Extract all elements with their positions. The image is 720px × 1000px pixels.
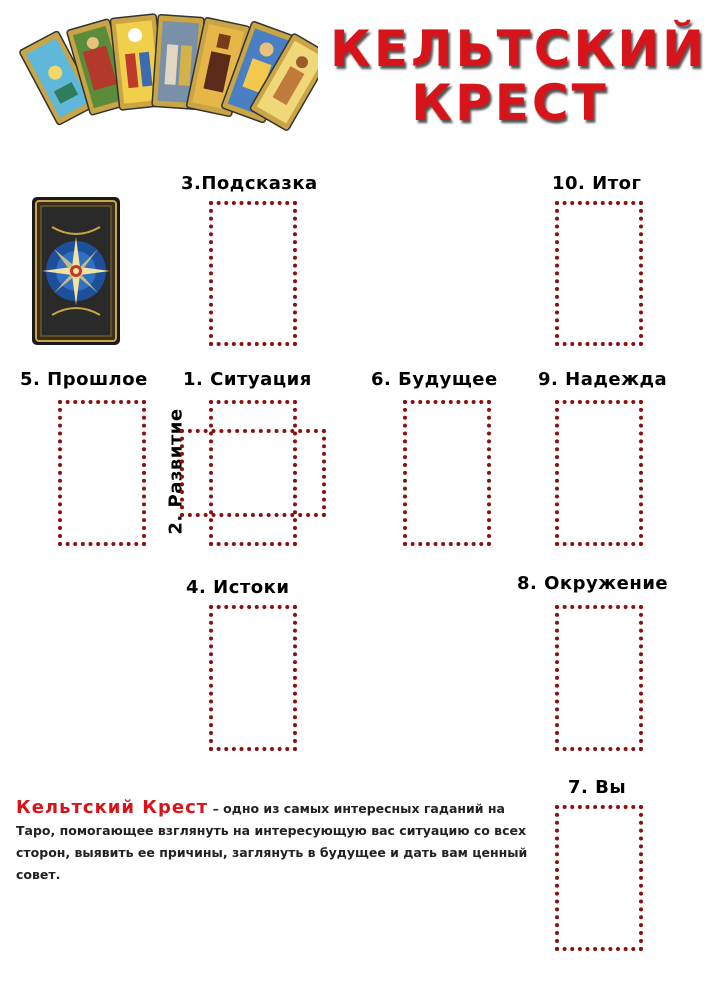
position-9-label: 9. Надежда xyxy=(538,369,668,390)
position-8-slot[interactable] xyxy=(555,605,643,751)
description-text: – одно из самых интересных гаданий на Таро, помогающее взглянуть на интересующую вас ситуацию со всех сторон, выявить ее причины, заглянуть в будущее и дать вам ценный совет. xyxy=(16,801,528,882)
tarot-cards-fan-icon xyxy=(18,8,318,143)
position-4-label: 4. Истоки xyxy=(186,577,290,598)
position-3-label: 3.Подсказка xyxy=(181,173,318,194)
position-7-slot[interactable] xyxy=(555,805,643,951)
position-10-slot[interactable] xyxy=(555,201,643,346)
position-4-slot[interactable] xyxy=(209,605,297,751)
position-9-slot[interactable] xyxy=(555,400,643,546)
title-line-1: КЕЛЬТСКИЙ xyxy=(330,20,708,78)
position-6-slot[interactable] xyxy=(403,400,491,546)
title-line-2: КРЕСТ xyxy=(411,74,609,132)
position-10-label: 10. Итог xyxy=(552,173,642,194)
position-5-label: 5. Прошлое xyxy=(20,369,148,390)
description-accent: Кельтский Крест xyxy=(16,797,209,818)
position-2-slot[interactable] xyxy=(180,429,326,517)
position-8-label: 8. Окружение xyxy=(517,573,669,594)
position-6-label: 6. Будущее xyxy=(371,369,498,390)
description xyxy=(16,797,546,886)
position-7-label: 7. Вы xyxy=(568,777,627,798)
position-3-slot[interactable] xyxy=(209,201,297,346)
position-5-slot[interactable] xyxy=(58,400,146,546)
position-1-label: 1. Ситуация xyxy=(183,369,312,390)
page-title xyxy=(330,20,708,132)
tarot-card-back-icon xyxy=(32,197,120,345)
position-2-label: 2. Развитие xyxy=(165,408,187,535)
